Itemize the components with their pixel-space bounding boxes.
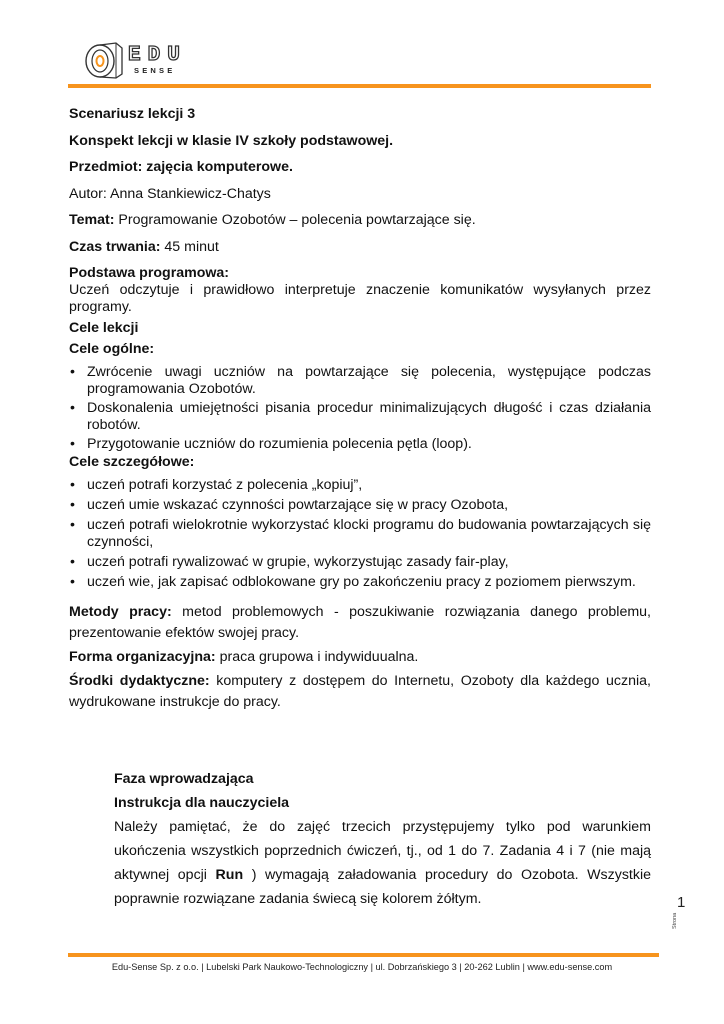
topic-value: Programowanie Ozobotów – polecenia powtarzające się. [114,212,476,228]
logo-subtext: SENSE [134,66,176,75]
specific-goals-list [69,477,651,591]
organization-form [69,647,651,668]
list-item: • uczeń potrafi rywalizować w grupie, wykorzystując zasady fair-play, [69,554,651,571]
page-number [668,893,692,933]
intro-phase-section [114,767,651,911]
duration-label: Czas trwania: [69,238,161,255]
list-item: • Zwrócenie uwagi uczniów na powtarzające się polecenia, występujące podczas programowania Ozobotów. [69,364,651,398]
instruction-text-before: Należy pamiętać, że do zajęć trzecich przystępujemy tylko pod warunkiem ukończenia wszystkich poprzednich ćwiczeń, tj., od 1 do 7. Zadania 4 i 7 (nie mają aktywnej opcji [114,819,651,883]
page-label: Strona [672,912,678,929]
organization-form-value: praca grupowa i indywiduualna. [215,649,419,665]
lesson-title: Scenariusz lekcji 3 [69,106,196,122]
organization-form-label: Forma organizacyjna: [69,649,216,665]
teacher-instruction-title: Instrukcja dla nauczyciela [114,795,290,811]
run-option: Run [215,867,244,883]
edu-sense-logo [82,40,202,82]
footer-rule [68,953,659,957]
methods [69,602,651,644]
lesson-goals-label: Cele lekcji [69,320,139,336]
general-goals-label: Cele ogólne: [69,341,155,357]
duration [69,239,651,256]
list-item: • uczeń potrafi wielokrotnie wykorzystać klocki programu do budowania powtarzających się czynności, [69,517,651,551]
teaching-aids-value: komputery z dostępem do Internetu, Ozoboty dla każdego ucznia, wydrukowane instrukcje do pracy. [69,673,651,710]
teacher-instruction-text [114,815,651,911]
document-body [69,106,651,713]
methods-label: Metody pracy: [69,604,172,620]
footer-text: Edu-Sense Sp. z o.o. | Lubelski Park Naukowo-Technologiczny | ul. Dobrzańskiego 3 | 20-262 Lublin | www.edu-sense.com [111,962,613,972]
duration-value: 45 minut [160,238,219,255]
page-number-value: 1 [677,894,686,911]
list-item: • uczeń potrafi korzystać z polecenia „kopiuj”, [69,477,651,494]
list-item: • Doskonalenia umiejętności pisania procedur minimalizujących długość i czas działania robotów. [69,400,651,434]
general-goals-list [69,364,651,453]
topic [69,212,651,229]
topic-label: Temat: [69,212,115,228]
teaching-aids-label: Środki dydaktyczne: [69,673,210,689]
list-item: • uczeń wie, jak zapisać odblokowane gry po zakończeniu pracy z poziomem pierwszym. [69,574,651,591]
specific-goals-label: Cele szczegółowe: [69,454,195,470]
author: Autor: Anna Stankiewicz-Chatys [69,185,271,202]
teaching-aids [69,671,651,713]
instruction-text-after: ) wymagają załadowania procedury do Ozobota. Wszystkie poprawnie rozwiązane zadania świecą się kolorem żółtym. [114,867,651,907]
methods-value: metod problemowych - poszukiwanie rozwiązania danego problemu, prezentowanie efektów swojej pracy. [69,604,651,641]
curriculum-label: Podstawa programowa: [69,265,230,281]
subject: Przedmiot: zajęcia komputerowe. [69,159,293,175]
list-item: • uczeń umie wskazać czynności powtarzające się w pracy Ozobota, [69,497,651,514]
header-rule [68,84,651,88]
curriculum-text: Uczeń odczytuje i prawidłowo interpretuje znaczenie komunikatów wysyłanych przez programy. [69,282,651,315]
lesson-outline: Konspekt lekcji w klasie IV szkoły podstawowej. [69,132,394,149]
logo-text: EDU [128,44,187,67]
intro-phase-title: Faza wprowadzająca [114,771,254,787]
list-item: • Przygotowanie uczniów do rozumienia polecenia pętla (loop). [69,436,651,453]
robot-icon [82,40,126,80]
